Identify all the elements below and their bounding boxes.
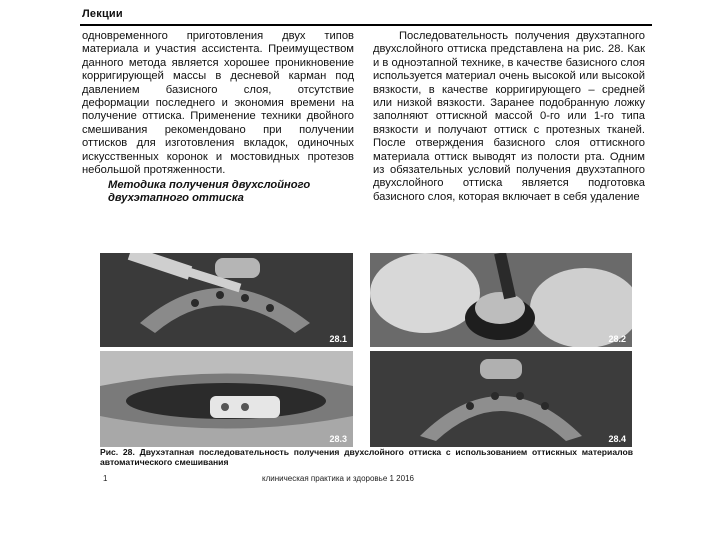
figure-28-3 bbox=[100, 351, 353, 447]
section-subheading: Методика получения двухслойного двухэтапного оттиска bbox=[108, 179, 311, 205]
right-column bbox=[373, 30, 645, 204]
right-paragraph: Последовательность получения двухэтапного двухслойного оттиска представлена на рис. 28. Как и в одноэтапной технике, в качестве базисного слоя используется материал очень высокой или высокой вязкости, в качестве корригирующего – средней или низкой вязкости. Заранее подобранную ложку заполняют оттискной массой 0-го или 1-го типа вязкости и получают оттиск с протезных тканей. После отверждения базисного слоя оттискного материала оттиск выводят из полости рта. Одним из обязательных условий получения двухэтапного двухслойного оттиска является подготовка базисного слоя, которая включает в себя удаление bbox=[373, 30, 645, 203]
figure-caption: Рис. 28. Двухэтапная последовательность получения двухслойного оттиска с использованием оттискных материалов автоматического смешивания bbox=[100, 447, 633, 467]
left-column bbox=[82, 30, 354, 205]
figure-label: 28.4 bbox=[608, 434, 626, 444]
figure-label: 28.2 bbox=[608, 334, 626, 344]
figure-label: 28.1 bbox=[329, 334, 347, 344]
mouth-tray-photo bbox=[100, 351, 353, 447]
journal-footer: клиническая практика и здоровье 1 2016 bbox=[262, 474, 414, 483]
figure-28-4 bbox=[370, 351, 632, 447]
finished-impression-photo bbox=[370, 351, 632, 447]
figure-28-2 bbox=[370, 253, 632, 347]
header-divider bbox=[80, 24, 652, 26]
figure-28-1 bbox=[100, 253, 353, 347]
teeth-closeup-photo bbox=[370, 253, 632, 347]
left-paragraph: одновременного приготовления двух типов материала и участия ассистента. Преимуществом данного метода является хорошее проникновение корригирующей массы в десневой карман под давлением базисного слоя, отсутствие деформации последнего и экономия времени на получение оттиска. Применение техники двойного смешивания рекомендовано при получении оттисков для изготовления вкладок, одиночных искусственных коронок и мостовидных протезов небольшой протяженности. bbox=[82, 30, 354, 177]
figure-label: 28.3 bbox=[329, 434, 347, 444]
page-number: 1 bbox=[103, 474, 108, 483]
section-label: Лекции bbox=[82, 8, 123, 20]
tray-nozzle-photo bbox=[100, 253, 353, 347]
